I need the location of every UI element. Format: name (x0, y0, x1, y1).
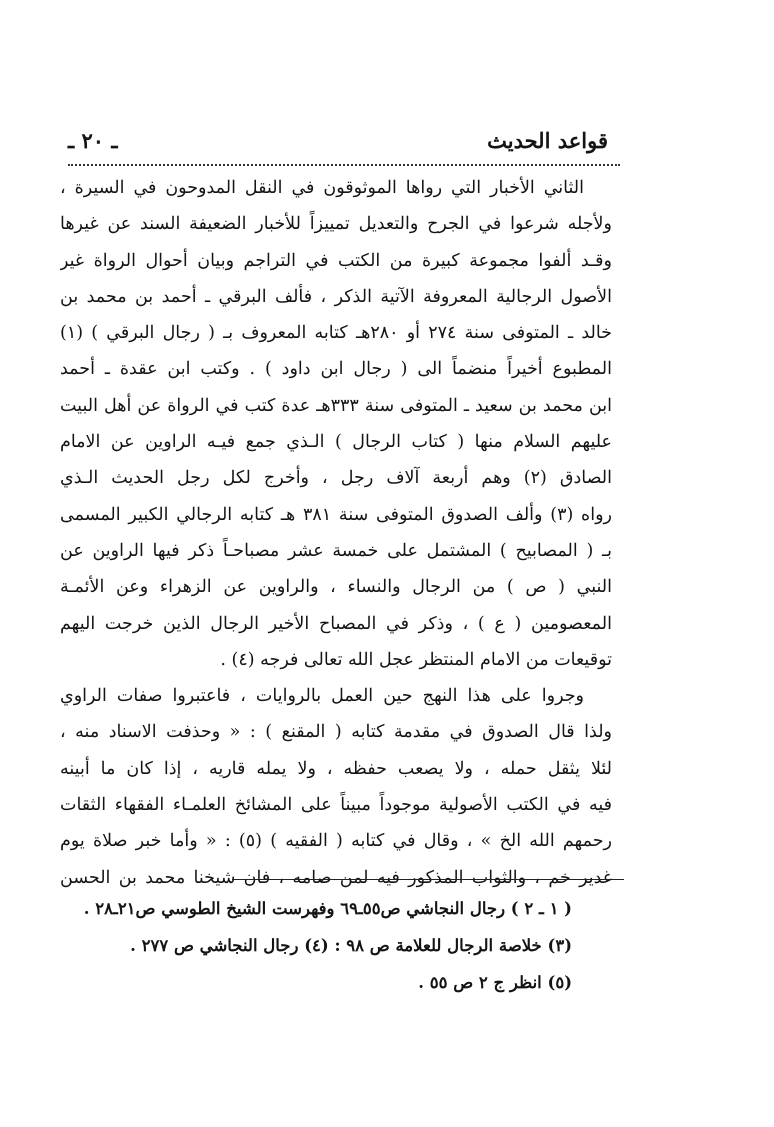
text-line: المعصومين ( ع ) ، وذكر في المصباح الأخير الرجال الذين خرجت اليهم (60, 613, 612, 634)
text-line: ابن محمد بن سعيد ـ المتوفى سنة ٣٣٣هـ عدة كتب في الرواة عن أهل البيت (60, 395, 612, 416)
text-line: وجروا على هذا النهج حين العمل بالروايات ، فاعتبروا صفات الراوي (60, 686, 584, 707)
text-line: ولأجله شرعوا في الجرح والتعديل تمييزاً للأخبار الضعيفة السند عن غيرها (60, 214, 612, 235)
book-title: قواعد الحديث (487, 128, 608, 153)
text-line: الصادق (٢) وهم أربعة آلاف رجل ، وأخرج لكل رجل الحديث الـذي (60, 468, 612, 489)
footnotes (60, 890, 572, 1001)
text-line: وقـد ألفوا مجموعة كبيرة من الكتب في التراجم وبيان أحوال الرواة غير (60, 250, 612, 271)
body-text (60, 170, 612, 896)
footnote: (٣) خلاصة الرجال للعلامة ص ٩٨ : (٤) رجال النجاشي ص ٢٧٧ . (130, 936, 572, 955)
text-line: لئلا يثقل حمله ، ولا يصعب حفظه ، ولا يمله قاريه ، إذا كان ما أبينه (60, 758, 612, 779)
footnote-divider (232, 879, 624, 880)
text-line: الثاني الأخبار التي رواها الموثوقون في النقل المدوحون في السيرة ، (60, 178, 584, 198)
header-divider (68, 164, 620, 166)
text-line: فيه في الكتب الأصولية موجوداً مبيناً على المشائخ العلمـاء الفقهاء الثقات (60, 795, 612, 816)
text-line: ولذا قال الصدوق في مقدمة كتابه ( المقنع ) : « وحذفت الاسناد منه ، (60, 722, 612, 743)
text-line: رحمهم الله الخ » ، وقال في كتابه ( الفقيه ) (٥) : « وأما خبر صلاة يوم (60, 831, 612, 852)
text-line: توقيعات من الامام المنتظر عجل الله تعالى فرجه (٤) . (220, 649, 612, 670)
footnote: (٥) انظر ج ٢ ص ٥٥ . (418, 973, 572, 992)
text-line: خالد ـ المتوفى سنة ٢٧٤ أو ٢٨٠هـ كتابه المعروف بـ ( رجال البرقي ) (١) (60, 323, 612, 344)
page-number: ـ ٢٠ ـ (68, 128, 118, 153)
text-line: رواه (٣) وألف الصدوق المتوفى سنة ٣٨١ هـ كتابه الرجالي الكبير المسمى (60, 504, 612, 525)
text-line: الأصول الرجالية المعروفة الآتية الذكر ، فألف البرقي ـ أحمد بن محمد بن (60, 286, 612, 307)
text-line: غدير خم ، والثواب المذكور فيه لمن صامه ، فان شيخنا محمد بن الحسن (60, 867, 612, 888)
text-line: النبي ( ص ) من الرجال والنساء ، والراوين عن الزهراء وعن الأئمـة (60, 577, 612, 598)
text-line: عليهم السلام منها ( كتاب الرجال ) الـذي جمع فيـه الراوين عن الامام (60, 432, 612, 453)
text-line: بـ ( المصابيح ) المشتمل على خمسة عشر مصباحـاً ذكر فيها الراوين عن (60, 540, 612, 561)
running-header (68, 128, 608, 162)
text-line: المطبوع أخيراً منضماً الى ( رجال ابن داود ) . وكتب ابن عقدة ـ أحمد (60, 359, 612, 380)
footnote: ( ١ ـ ٢ ) رجال النجاشي ص٥٥ـ٦٩ وفهرست الشيخ الطوسي ص٢١ـ٢٨ . (83, 899, 572, 918)
